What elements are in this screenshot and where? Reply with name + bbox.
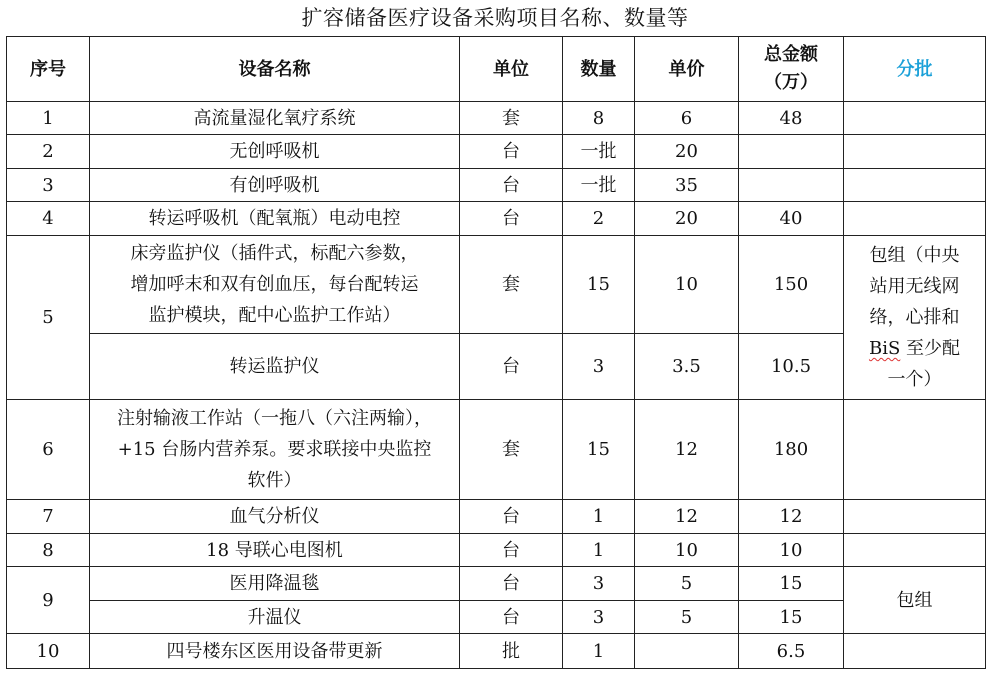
cell-unit: 套 xyxy=(460,400,563,500)
cell-index: 5 xyxy=(7,236,90,400)
cell-index: 10 xyxy=(7,634,90,669)
cell-price: 10 xyxy=(635,534,739,567)
cell-unit: 批 xyxy=(460,634,563,669)
cell-batch xyxy=(844,500,986,534)
cell-name-line: 软件） xyxy=(247,470,302,491)
procurement-table xyxy=(6,36,986,669)
cell-name-line: 注射输液工作站（一拖八（六注两输）， xyxy=(117,408,432,429)
cell-total: 180 xyxy=(739,400,844,500)
cell-price: 20 xyxy=(635,202,739,236)
cell-qty: 8 xyxy=(563,102,635,135)
document-title: 扩容储备医疗设备采购项目名称、数量等 xyxy=(301,6,689,30)
cell-index: 3 xyxy=(7,169,90,202)
table-row xyxy=(7,169,986,202)
cell-batch xyxy=(844,102,986,135)
cell-qty: 3 xyxy=(563,334,635,400)
header-index: 序号 xyxy=(7,37,90,102)
table-row xyxy=(7,634,986,669)
header-qty: 数量 xyxy=(563,37,635,102)
cell-price: 6 xyxy=(635,102,739,135)
cell-total: 40 xyxy=(739,202,844,236)
header-name: 设备名称 xyxy=(90,37,460,102)
table-row xyxy=(7,334,986,400)
cell-price: 10 xyxy=(635,236,739,334)
cell-unit: 台 xyxy=(460,500,563,534)
cell-name: 有创呼吸机 xyxy=(90,169,460,202)
cell-unit: 台 xyxy=(460,135,563,169)
cell-batch-note xyxy=(844,236,986,400)
cell-index: 4 xyxy=(7,202,90,236)
cell-price xyxy=(635,634,739,669)
header-unit: 单位 xyxy=(460,37,563,102)
cell-name xyxy=(90,400,460,500)
cell-price: 5 xyxy=(635,567,739,601)
cell-index: 1 xyxy=(7,102,90,135)
cell-batch xyxy=(844,135,986,169)
header-price: 单价 xyxy=(635,37,739,102)
cell-name: 转运呼吸机（配氧瓶）电动电控 xyxy=(90,202,460,236)
cell-unit: 套 xyxy=(460,102,563,135)
cell-total xyxy=(739,169,844,202)
cell-qty: 1 xyxy=(563,534,635,567)
note-line: 站用无线网 xyxy=(869,276,960,297)
cell-qty: 1 xyxy=(563,500,635,534)
cell-qty: 3 xyxy=(563,567,635,601)
table-row xyxy=(7,202,986,236)
cell-unit: 套 xyxy=(460,236,563,334)
cell-total: 48 xyxy=(739,102,844,135)
cell-name-line: 监护模块，配中心监护工作站） xyxy=(148,305,401,326)
table-row xyxy=(7,236,986,334)
cell-name: 四号楼东区医用设备带更新 xyxy=(90,634,460,669)
cell-total: 10.5 xyxy=(739,334,844,400)
cell-name-line: +15 台肠内营养泵。要求联接中央监控 xyxy=(117,439,432,460)
table-row xyxy=(7,500,986,534)
cell-batch xyxy=(844,634,986,669)
cell-index: 7 xyxy=(7,500,90,534)
header-total-line1: 总金额 xyxy=(764,44,818,65)
table-row xyxy=(7,534,986,567)
cell-qty: 一批 xyxy=(563,169,635,202)
cell-unit: 台 xyxy=(460,534,563,567)
header-batch: 分批 xyxy=(844,37,986,102)
cell-name: 18 导联心电图机 xyxy=(90,534,460,567)
cell-name: 转运监护仪 xyxy=(90,334,460,400)
table-row xyxy=(7,601,986,634)
cell-qty: 15 xyxy=(563,236,635,334)
cell-unit: 台 xyxy=(460,567,563,601)
cell-total xyxy=(739,135,844,169)
table-row xyxy=(7,400,986,500)
cell-qty: 15 xyxy=(563,400,635,500)
cell-batch xyxy=(844,169,986,202)
cell-total: 10 xyxy=(739,534,844,567)
cell-unit: 台 xyxy=(460,601,563,634)
cell-qty: 1 xyxy=(563,634,635,669)
cell-price: 35 xyxy=(635,169,739,202)
cell-total: 6.5 xyxy=(739,634,844,669)
table-row xyxy=(7,135,986,169)
note-line: 一个） xyxy=(887,369,942,390)
cell-qty: 一批 xyxy=(563,135,635,169)
cell-price: 5 xyxy=(635,601,739,634)
cell-index: 2 xyxy=(7,135,90,169)
cell-name xyxy=(90,236,460,334)
note-bis: BiS xyxy=(868,338,901,359)
cell-batch-group: 包组 xyxy=(844,567,986,634)
cell-total: 15 xyxy=(739,601,844,634)
cell-name-line: 床旁监护仪（插件式，标配六参数， xyxy=(130,243,419,264)
cell-name: 升温仪 xyxy=(90,601,460,634)
cell-price: 20 xyxy=(635,135,739,169)
cell-index: 8 xyxy=(7,534,90,567)
table-row xyxy=(7,102,986,135)
cell-name: 医用降温毯 xyxy=(90,567,460,601)
note-line xyxy=(848,333,981,364)
cell-qty: 3 xyxy=(563,601,635,634)
cell-unit: 台 xyxy=(460,202,563,236)
cell-qty: 2 xyxy=(563,202,635,236)
header-total xyxy=(739,37,844,102)
note-line-rest: 至少配 xyxy=(900,338,961,359)
cell-name: 血气分析仪 xyxy=(90,500,460,534)
cell-unit: 台 xyxy=(460,334,563,400)
cell-index: 9 xyxy=(7,567,90,634)
header-total-line2: （万） xyxy=(764,72,818,93)
header-row xyxy=(7,37,986,102)
cell-total: 150 xyxy=(739,236,844,334)
cell-name-line: 增加呼末和双有创血压，每台配转运 xyxy=(130,274,419,295)
table-row xyxy=(7,567,986,601)
cell-price: 3.5 xyxy=(635,334,739,400)
cell-batch xyxy=(844,534,986,567)
cell-batch xyxy=(844,400,986,500)
cell-name: 高流量湿化氧疗系统 xyxy=(90,102,460,135)
cell-total: 15 xyxy=(739,567,844,601)
cell-total: 12 xyxy=(739,500,844,534)
cell-name: 无创呼吸机 xyxy=(90,135,460,169)
note-line: 络，心排和 xyxy=(869,307,960,328)
cell-unit: 台 xyxy=(460,169,563,202)
cell-index: 6 xyxy=(7,400,90,500)
cell-price: 12 xyxy=(635,400,739,500)
cell-batch xyxy=(844,202,986,236)
note-line: 包组（中央 xyxy=(869,245,960,266)
cell-price: 12 xyxy=(635,500,739,534)
